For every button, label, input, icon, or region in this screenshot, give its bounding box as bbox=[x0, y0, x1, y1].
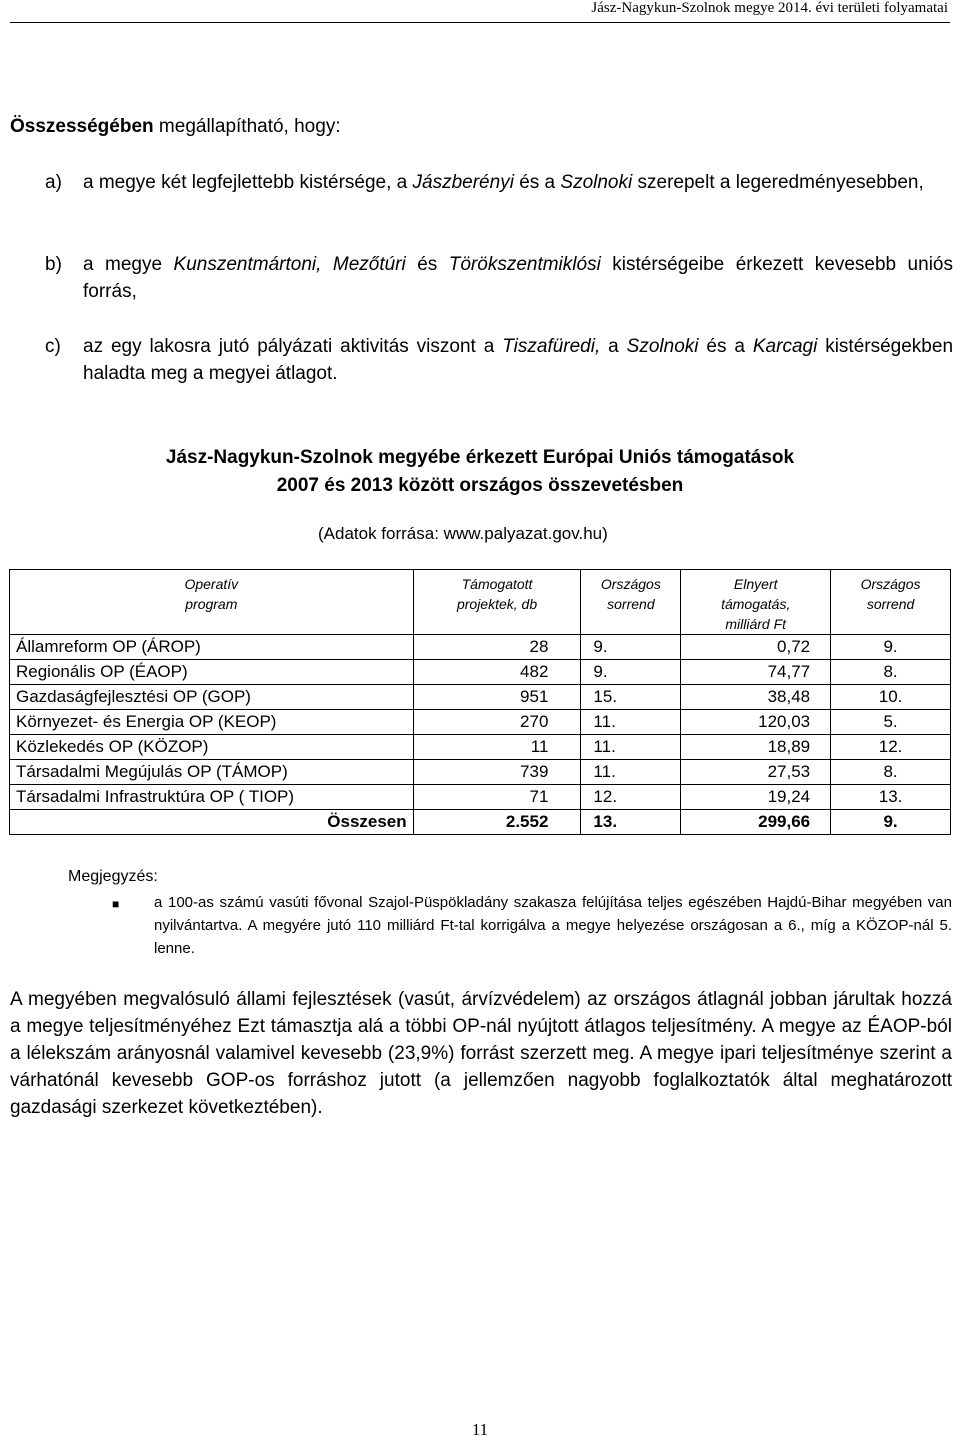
text-run: a bbox=[600, 336, 627, 357]
col-header-amount: Elnyert támogatás, milliárd Ft bbox=[681, 570, 831, 635]
amount-cell: 18,89 bbox=[681, 735, 831, 760]
amount-cell: 0,72 bbox=[681, 635, 831, 660]
text-run: kistérségekben haladta meg a megyei átlagot. bbox=[83, 336, 954, 384]
col-header-rank-amount: Országos sorrend bbox=[831, 570, 951, 635]
text-run: a megye két legfejlettebb kistérsége, a bbox=[83, 172, 413, 193]
italic-run: Törökszentmiklósi bbox=[448, 254, 601, 275]
amount-cell: 19,24 bbox=[681, 785, 831, 810]
col-header-projects: Támogatott projektek, db bbox=[413, 570, 581, 635]
projects-cell: 739 bbox=[413, 760, 581, 785]
program-cell: Környezet- és Energia OP (KEOP) bbox=[10, 710, 414, 735]
program-cell: Társadalmi Infrastruktúra OP ( TIOP) bbox=[10, 785, 414, 810]
table-title-line1: Jász-Nagykun-Szolnok megyébe érkezett Európai Uniós támogatások bbox=[165, 447, 795, 468]
projects-cell: 11 bbox=[413, 735, 581, 760]
italic-run: Szolnoki bbox=[626, 336, 699, 357]
note-text: a 100-as számú vasúti fővonal Szajol-Püspökladány szakasza felújítása teljes egészében Hajdú-Bihar megyében van nyilvántartva. A megyére jutó 110 milliárd Ft-tal korrigálva a megye helyezése országosan a 6., míg a KÖZOP-nál 5. lenne. bbox=[154, 894, 952, 957]
table-row bbox=[10, 685, 951, 710]
rank-projects-cell: 11. bbox=[581, 710, 681, 735]
running-header: Jász-Nagykun-Szolnok megye 2014. évi területi folyamatai bbox=[591, 0, 948, 16]
item-marker: c) bbox=[45, 336, 61, 357]
projects-cell: 951 bbox=[413, 685, 581, 710]
italic-run: Tiszafüredi, bbox=[502, 336, 601, 357]
total-rank-projects: 13. bbox=[581, 810, 681, 835]
summary-heading bbox=[10, 116, 341, 138]
italic-run: Jászberényi bbox=[412, 172, 514, 193]
col-header-rank-projects: Országos sorrend bbox=[581, 570, 681, 635]
program-cell: Államreform OP (ÁROP) bbox=[10, 635, 414, 660]
amount-cell: 120,03 bbox=[681, 710, 831, 735]
rank-amount-cell: 10. bbox=[831, 685, 951, 710]
projects-cell: 270 bbox=[413, 710, 581, 735]
total-projects: 2.552 bbox=[413, 810, 581, 835]
rank-projects-cell: 12. bbox=[581, 785, 681, 810]
summary-item-b bbox=[45, 251, 953, 305]
text-run: a megye bbox=[83, 254, 174, 275]
table-title bbox=[0, 444, 960, 500]
item-text bbox=[83, 251, 953, 305]
square-bullet-icon: ■ bbox=[112, 897, 120, 911]
note-label: Megjegyzés: bbox=[68, 868, 158, 885]
table-body bbox=[10, 635, 951, 810]
item-text bbox=[83, 333, 953, 387]
program-cell: Regionális OP (ÉAOP) bbox=[10, 660, 414, 685]
item-text bbox=[83, 169, 953, 196]
rank-amount-cell: 8. bbox=[831, 660, 951, 685]
text-run: és a bbox=[513, 172, 561, 193]
summary-heading-bold: Összességében bbox=[10, 116, 154, 137]
projects-cell: 482 bbox=[413, 660, 581, 685]
summary-item-a bbox=[45, 169, 953, 196]
header-divider bbox=[10, 22, 950, 23]
note-item bbox=[112, 891, 952, 960]
amount-cell: 27,53 bbox=[681, 760, 831, 785]
total-amount: 299,66 bbox=[681, 810, 831, 835]
total-label: Összesen bbox=[10, 810, 414, 835]
rank-projects-cell: 9. bbox=[581, 660, 681, 685]
rank-projects-cell: 11. bbox=[581, 735, 681, 760]
table-row bbox=[10, 710, 951, 735]
text-run: és bbox=[405, 254, 449, 275]
rank-amount-cell: 13. bbox=[831, 785, 951, 810]
body-paragraph: A megyében megvalósuló állami fejlesztések (vasút, árvízvédelem) az országos átlagnál jobban járultak hozzá a megye teljesítményéhez Ezt támasztja alá a többi OP-nál nyújtott átlagos teljesítmény. A megye az ÉAOP-ból a lélekszám arányosnál valamivel kevesebb (23,9%) forrást szerzett meg. A megye ipari teljesítménye szerint a várhatónál kevesebb GOP-os forráshoz jutott (a jellemzően nagyobb foglalkoztatók által meghatározott gazdasági szerkezet következtében). bbox=[10, 989, 952, 1118]
eu-funding-table bbox=[9, 569, 951, 835]
table-row bbox=[10, 760, 951, 785]
summary-heading-rest: megállapítható, hogy: bbox=[153, 116, 341, 137]
program-cell: Gazdaságfejlesztési OP (GOP) bbox=[10, 685, 414, 710]
table-header-row bbox=[10, 570, 951, 635]
rank-projects-cell: 9. bbox=[581, 635, 681, 660]
rank-amount-cell: 5. bbox=[831, 710, 951, 735]
amount-cell: 74,77 bbox=[681, 660, 831, 685]
amount-cell: 38,48 bbox=[681, 685, 831, 710]
projects-cell: 71 bbox=[413, 785, 581, 810]
item-marker: a) bbox=[45, 172, 62, 193]
rank-amount-cell: 12. bbox=[831, 735, 951, 760]
text-run: szerepelt a legeredményesebben, bbox=[632, 172, 924, 193]
table-title-line2: 2007 és 2013 között országos összevetésben bbox=[276, 475, 684, 496]
page-number: 11 bbox=[471, 1420, 489, 1439]
total-rank-amount: 9. bbox=[831, 810, 951, 835]
table-total-row bbox=[10, 810, 951, 835]
data-source: (Adatok forrása: www.palyazat.gov.hu) bbox=[318, 524, 608, 543]
item-marker: b) bbox=[45, 254, 62, 275]
rank-projects-cell: 15. bbox=[581, 685, 681, 710]
table-row bbox=[10, 660, 951, 685]
table-row bbox=[10, 735, 951, 760]
rank-projects-cell: 11. bbox=[581, 760, 681, 785]
table-row bbox=[10, 785, 951, 810]
rank-amount-cell: 8. bbox=[831, 760, 951, 785]
text-run: kistérségeibe érkezett kevesebb uniós forrás, bbox=[83, 254, 953, 302]
col-header-program: Operatív program bbox=[10, 570, 414, 635]
italic-run: Kunszentmártoni, Mezőtúri bbox=[173, 254, 406, 275]
text-run: az egy lakosra jutó pályázati aktivitás viszont a bbox=[83, 336, 503, 357]
table-row bbox=[10, 635, 951, 660]
text-run: és a bbox=[698, 336, 753, 357]
program-cell: Társadalmi Megújulás OP (TÁMOP) bbox=[10, 760, 414, 785]
italic-run: Karcagi bbox=[752, 336, 818, 357]
italic-run: Szolnoki bbox=[560, 172, 633, 193]
rank-amount-cell: 9. bbox=[831, 635, 951, 660]
summary-item-c bbox=[45, 333, 953, 387]
projects-cell: 28 bbox=[413, 635, 581, 660]
program-cell: Közlekedés OP (KÖZOP) bbox=[10, 735, 414, 760]
